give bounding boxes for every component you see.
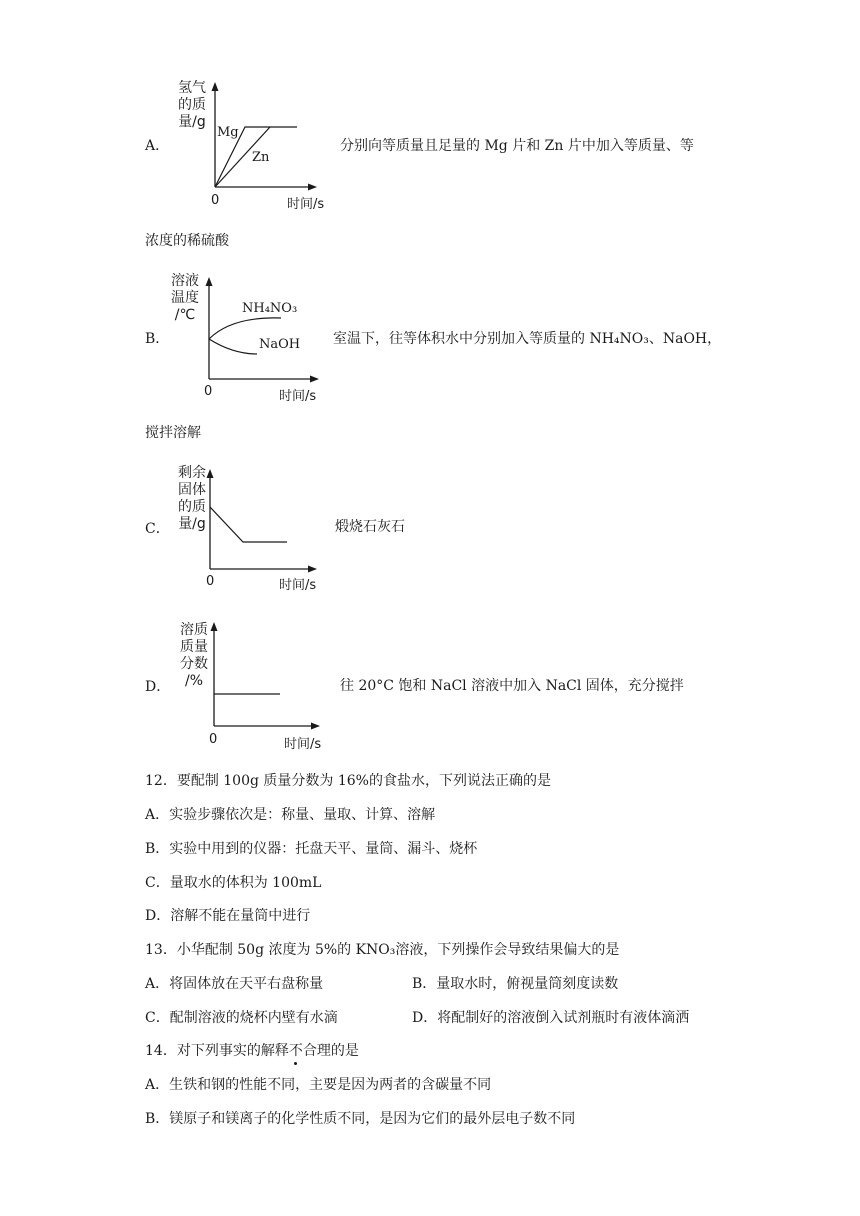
graph-b-curve-naoh xyxy=(209,339,257,354)
graph-b-curve-naoh-label: NaOH xyxy=(259,337,301,352)
q14-option-a: A．生铁和钢的性能不同，主要是因为两者的含碳量不同 xyxy=(145,1077,492,1093)
graph-d-x-label: 时间/s xyxy=(284,737,322,752)
graph-b-curve-nh4no3 xyxy=(209,318,281,339)
graph-d-y-caption-line-1: 溶质 xyxy=(180,622,208,638)
option-d-description: 往 20°C 饱和 NaCl 溶液中加入 NaCl 固体，充分搅拌 xyxy=(340,678,684,694)
q13-option-c: C．配制溶液的烧杯内壁有水滴 xyxy=(145,1010,338,1026)
option-a-description: 分别向等质量且足量的 Mg 片和 Zn 片中加入等质量、等 xyxy=(340,138,694,154)
graph-c-x-arrow xyxy=(308,566,317,573)
graph-b-x-arrow xyxy=(310,376,319,383)
graph-d-y-caption-line-4: /% xyxy=(184,673,204,689)
graph-a-curve-zn-label: Zn xyxy=(252,150,270,165)
graph-b-curve-nh4no3-label: NH₄NO₃ xyxy=(242,301,298,316)
option-a-description-cont: 浓度的稀硫酸 xyxy=(145,233,229,249)
q13-stem: 13．小华配制 50g 浓度为 5%的 KNO₃溶液，下列操作会导致结果偏大的是 xyxy=(145,942,620,958)
option-c-description: 煅烧石灰石 xyxy=(335,519,405,535)
q13-option-b: B．量取水时，俯视量筒刻度读数 xyxy=(412,976,619,992)
option-a-label: A． xyxy=(145,138,170,154)
q12-stem: 12．要配制 100g 质量分数为 16%的食盐水，下列说法正确的是 xyxy=(145,773,551,789)
q14-emphasis-char: 不 xyxy=(288,1043,303,1059)
q13-option-a: A．将固体放在天平右盘称量 xyxy=(145,976,324,992)
option-b-description-cont: 搅拌溶解 xyxy=(145,425,201,441)
option-d-label: D． xyxy=(145,679,171,695)
graph-a-y-arrow xyxy=(212,82,219,91)
q14-stem-start: 14．对下列事实的解释 xyxy=(145,1043,289,1059)
graph-c-y-caption-line-4: 量/g xyxy=(178,516,206,532)
graph-b-x-label: 时间/s xyxy=(279,389,317,404)
graph-a-x-label: 时间/s xyxy=(287,197,325,212)
q12-option-a: A．实验步骤依次是：称量、量取、计算、溶解 xyxy=(145,807,436,823)
graph-d xyxy=(200,618,340,753)
graph-b-origin: 0 xyxy=(204,384,213,399)
graph-a-y-caption-line-1: 氢气 xyxy=(178,80,206,96)
graph-d-y-caption-line-3: 分数 xyxy=(180,656,208,672)
graph-d-y-caption-line-2: 质量 xyxy=(180,639,208,655)
graph-c-y-caption-line-1: 剩余 xyxy=(178,465,206,481)
q12-option-c: C．量取水的体积为 100mL xyxy=(145,875,322,891)
graph-a xyxy=(200,80,340,215)
graph-d-origin: 0 xyxy=(209,732,218,747)
graph-a-curve-mg-label: Mg xyxy=(217,125,239,140)
graph-c-y-caption-line-2: 固体 xyxy=(178,482,206,498)
graph-a-origin: 0 xyxy=(211,193,220,208)
graph-b-y-caption-line-1: 溶液 xyxy=(171,273,199,289)
graph-b-y-caption-line-3: /℃ xyxy=(174,307,196,323)
graph-c-x-label: 时间/s xyxy=(279,578,317,593)
q13-option-d: D．将配制好的溶液倒入试剂瓶时有液体滴洒 xyxy=(412,1010,690,1026)
q12-option-d: D．溶解不能在量筒中进行 xyxy=(145,908,311,924)
graph-a-y-caption-line-3: 量/g xyxy=(178,114,206,130)
graph-c xyxy=(195,465,335,595)
graph-d-x-arrow xyxy=(311,723,320,730)
graph-c-y-caption-line-3: 的质 xyxy=(178,499,206,515)
graph-c-y-arrow xyxy=(207,469,214,478)
graph-c-curve xyxy=(210,507,287,542)
q14-stem-end: 合理的是 xyxy=(302,1043,359,1059)
graph-d-y-arrow xyxy=(211,622,218,631)
graph-b-y-caption-line-2: 温度 xyxy=(171,290,199,306)
q14-option-b: B．镁原子和镁离子的化学性质不同，是因为它们的最外层电子数不同 xyxy=(145,1111,576,1127)
graph-a-y-caption-line-2: 的质 xyxy=(178,97,206,113)
graph-a-x-arrow xyxy=(308,184,317,191)
graph-c-origin: 0 xyxy=(206,574,215,589)
q14-stem xyxy=(145,1042,359,1060)
graph-b xyxy=(195,275,340,405)
graph-b-y-arrow xyxy=(206,277,213,286)
option-b-label: B． xyxy=(145,331,170,347)
q12-option-b: B．实验中用到的仪器：托盘天平、量筒、漏斗、烧杯 xyxy=(145,841,478,857)
option-b-description: 室温下，往等体积水中分别加入等质量的 NH₄NO₃、NaOH， xyxy=(333,331,722,347)
option-c-label: C． xyxy=(145,521,170,537)
